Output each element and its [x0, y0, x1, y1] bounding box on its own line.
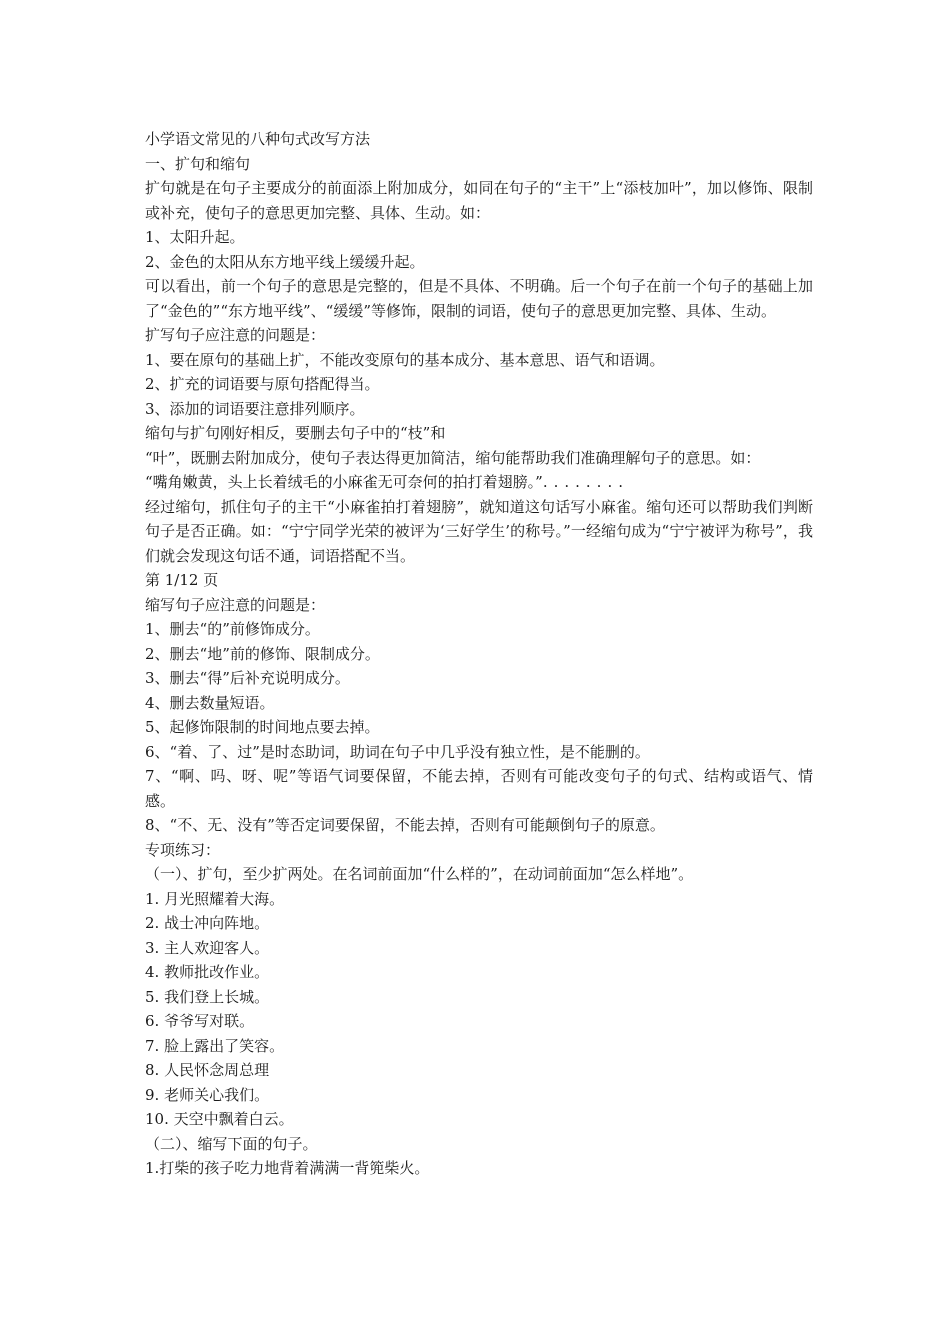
exercise-subheading: （一）、扩句，至少扩两处。在名词前面加“什么样的”，在动词前面加“怎么样地”。: [145, 865, 694, 883]
exercise-item: 1. 月光照耀着大海。: [145, 889, 285, 908]
example-quote: [145, 470, 813, 495]
paragraph: 扩句就是在句子主要成分的前面添上附加成分，如同在句子的“主干”上“添枝加叶”，加以修饰、限制或补充，使句子的意思更加完整、具体、生动。如：: [145, 179, 813, 222]
page-number: 第 1/12 页: [145, 571, 219, 589]
example-line: 2、金色的太阳从东方地平线上缓缓升起。: [145, 252, 425, 271]
paragraph: 缩句与扩句刚好相反，要删去句子中的“枝”和: [145, 424, 446, 442]
note-item: 2、扩充的词语要与原句搭配得当。: [145, 375, 380, 393]
exercise-item: 5. 我们登上长城。: [145, 987, 270, 1006]
section-heading: 一、扩句和缩句: [145, 154, 251, 173]
exercise-item: 1.打柴的孩子吃力地背着满满一背篼柴火。: [145, 1159, 430, 1177]
exercise-item: 10. 天空中飘着白云。: [145, 1110, 294, 1128]
exercise-item: 7. 脸上露出了笑容。: [145, 1036, 285, 1055]
note-item: 4、删去数量短语。: [145, 693, 275, 712]
paragraph: “叶”，既删去附加成分，使句子表达得更加简洁，缩句能帮助我们准确理解句子的意思。如：: [145, 448, 761, 467]
exercise-item: 8. 人民怀念周总理: [145, 1061, 270, 1079]
document-title: 小学语文常见的八种句式改写方法: [145, 130, 371, 148]
exercise-item: 6. 爷爷写对联。: [145, 1012, 255, 1030]
note-item: 3、删去“得”后补充说明成分。: [145, 669, 350, 687]
exercise-item: 2. 战士冲向阵地。: [145, 914, 270, 932]
exercise-item: 4. 教师批改作业。: [145, 963, 270, 981]
note-item: 1、要在原句的基础上扩，不能改变原句的基本成分、基本意思、语气和语调。: [145, 350, 665, 369]
notes-heading: 缩写句子应注意的问题是：: [145, 595, 326, 614]
note-item: 7、“啊、吗、呀、呢”等语气词要保留，不能去掉，否则有可能改变句子的句式、结构或语气、情感。: [145, 767, 813, 810]
note-item: 8、“不、无、没有”等否定词要保留，不能去掉，否则有可能颠倒句子的原意。: [145, 816, 665, 834]
note-item: 2、删去“地”前的修饰、限制成分。: [145, 644, 380, 663]
note-item: 6、“着、了、过”是时态助词，助词在句子中几乎没有独立性，是不能删的。: [145, 742, 650, 761]
example-line: 1、太阳升起。: [145, 228, 245, 246]
paragraph: 可以看出，前一个句子的意思是完整的，但是不具体、不明确。后一个句子在前一个句子的基础上加了“金色的”“东方地平线”、“缓缓”等修饰，限制的词语，使句子的意思更加完整、具体、生动。: [145, 277, 813, 320]
exercise-heading: 专项练习：: [145, 840, 221, 859]
note-item: 5、起修饰限制的时间地点要去掉。: [145, 718, 380, 736]
document-page: [145, 127, 813, 1181]
note-item: 3、添加的词语要注意排列顺序。: [145, 399, 365, 418]
exercise-item: 3. 主人欢迎客人。: [145, 938, 270, 957]
paragraph: 经过缩句，抓住句子的主干“小麻雀拍打着翅膀”，就知道这句话写小麻雀。缩句还可以帮助我们判断句子是否正确。如：“宁宁同学光荣的被评为‘三好学生’的称号。”一经缩句成为“宁宁被评为称号”，我们就会发现这句话不通，词语搭配不当。: [145, 497, 813, 565]
example-quote-text: “嘴角嫩黄，头上长着绒毛的小麻雀无可奈何的拍打着翅膀。”: [145, 473, 543, 491]
emphasis-dots: ........: [542, 473, 629, 491]
note-item: 1、删去“的”前修饰成分。: [145, 620, 320, 638]
exercise-subheading: （二）、缩写下面的句子。: [145, 1134, 318, 1153]
exercise-item: 9. 老师关心我们。: [145, 1085, 270, 1104]
notes-heading: 扩写句子应注意的问题是：: [145, 326, 326, 344]
